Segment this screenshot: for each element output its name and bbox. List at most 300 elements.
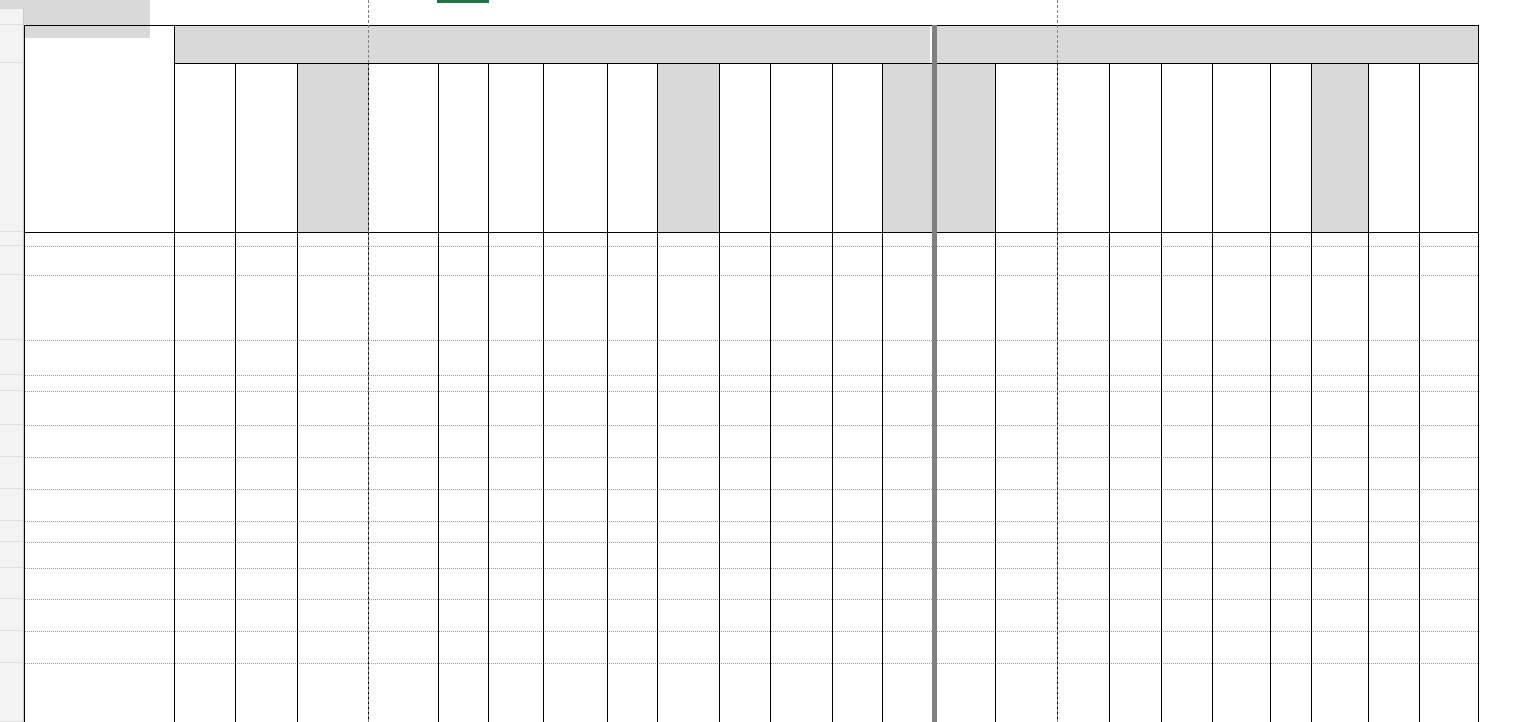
value-cell[interactable] (235, 631, 297, 663)
value-cell[interactable] (657, 599, 719, 631)
value-cell[interactable] (1161, 542, 1212, 568)
value-cell[interactable] (657, 521, 719, 542)
value-cell[interactable] (438, 425, 488, 457)
row-number[interactable] (0, 375, 24, 391)
value-cell[interactable] (882, 663, 936, 722)
value-cell[interactable] (832, 663, 882, 722)
column-header[interactable] (770, 63, 832, 232)
value-cell[interactable] (657, 391, 719, 425)
row-number[interactable] (0, 599, 24, 631)
value-cell[interactable] (543, 275, 607, 340)
value-cell[interactable] (1057, 631, 1109, 663)
value-cell[interactable] (995, 631, 1057, 663)
value-cell[interactable] (657, 275, 719, 340)
column-header[interactable] (368, 63, 438, 232)
value-cell[interactable] (297, 391, 368, 425)
value-cell[interactable] (882, 631, 936, 663)
value-cell[interactable] (770, 232, 832, 246)
value-cell[interactable] (1109, 340, 1161, 375)
value-cell[interactable] (368, 542, 438, 568)
position-cell[interactable] (24, 521, 174, 542)
value-cell[interactable] (770, 599, 832, 631)
value-cell[interactable] (882, 521, 936, 542)
value-cell[interactable] (719, 340, 770, 375)
value-cell[interactable] (719, 375, 770, 391)
value-cell[interactable] (1368, 232, 1419, 246)
position-cell[interactable] (24, 425, 174, 457)
value-cell[interactable] (174, 425, 235, 457)
column-header[interactable] (1057, 63, 1109, 232)
value-cell[interactable] (1161, 425, 1212, 457)
value-cell[interactable] (438, 631, 488, 663)
value-cell[interactable] (438, 232, 488, 246)
value-cell[interactable] (657, 568, 719, 599)
value-cell[interactable] (657, 246, 719, 275)
value-cell[interactable] (1270, 246, 1311, 275)
value-cell[interactable] (607, 457, 657, 489)
value-cell[interactable] (488, 457, 543, 489)
value-cell[interactable] (882, 375, 936, 391)
value-cell[interactable] (770, 246, 832, 275)
value-cell[interactable] (1419, 568, 1478, 599)
value-cell[interactable] (543, 631, 607, 663)
value-cell[interactable] (1161, 391, 1212, 425)
row-number[interactable] (0, 568, 24, 599)
value-cell[interactable] (235, 391, 297, 425)
value-cell[interactable] (657, 340, 719, 375)
value-cell[interactable] (438, 340, 488, 375)
value-cell[interactable] (607, 246, 657, 275)
column-header[interactable] (1161, 63, 1212, 232)
value-cell[interactable] (936, 246, 995, 275)
value-cell[interactable] (719, 542, 770, 568)
position-cell[interactable] (24, 457, 174, 489)
value-cell[interactable] (1161, 340, 1212, 375)
value-cell[interactable] (832, 246, 882, 275)
value-cell[interactable] (832, 232, 882, 246)
value-cell[interactable] (368, 599, 438, 631)
value-cell[interactable] (607, 599, 657, 631)
value-cell[interactable] (770, 663, 832, 722)
value-cell[interactable] (1368, 521, 1419, 542)
value-cell[interactable] (1419, 489, 1478, 521)
value-cell[interactable] (174, 391, 235, 425)
value-cell[interactable] (1109, 425, 1161, 457)
value-cell[interactable] (368, 391, 438, 425)
value-cell[interactable] (174, 375, 235, 391)
value-cell[interactable] (543, 521, 607, 542)
value-cell[interactable] (1270, 340, 1311, 375)
value-cell[interactable] (368, 425, 438, 457)
position-cell[interactable] (24, 275, 174, 340)
value-cell[interactable] (368, 568, 438, 599)
value-cell[interactable] (235, 232, 297, 246)
value-cell[interactable] (1057, 568, 1109, 599)
value-cell[interactable] (657, 663, 719, 722)
row-number[interactable] (0, 9, 24, 25)
value-cell[interactable] (607, 542, 657, 568)
value-cell[interactable] (488, 232, 543, 246)
value-cell[interactable] (1161, 375, 1212, 391)
value-cell[interactable] (936, 663, 995, 722)
value-cell[interactable] (297, 457, 368, 489)
value-cell[interactable] (235, 663, 297, 722)
value-cell[interactable] (1311, 521, 1368, 542)
value-cell[interactable] (1057, 663, 1109, 722)
value-cell[interactable] (438, 663, 488, 722)
value-cell[interactable] (235, 275, 297, 340)
value-cell[interactable] (882, 457, 936, 489)
value-cell[interactable] (719, 568, 770, 599)
position-cell[interactable] (24, 663, 174, 722)
column-header[interactable] (235, 63, 297, 232)
value-cell[interactable] (1212, 340, 1270, 375)
value-cell[interactable] (1212, 631, 1270, 663)
row-number[interactable] (0, 425, 24, 457)
value-cell[interactable] (1368, 340, 1419, 375)
value-cell[interactable] (1109, 599, 1161, 631)
value-cell[interactable] (882, 275, 936, 340)
row-number[interactable] (0, 521, 24, 542)
value-cell[interactable] (936, 425, 995, 457)
value-cell[interactable] (1419, 425, 1478, 457)
value-cell[interactable] (770, 489, 832, 521)
value-cell[interactable] (1109, 232, 1161, 246)
value-cell[interactable] (936, 232, 995, 246)
value-cell[interactable] (368, 521, 438, 542)
value-cell[interactable] (832, 521, 882, 542)
value-cell[interactable] (1368, 663, 1419, 722)
value-cell[interactable] (174, 521, 235, 542)
value-cell[interactable] (235, 568, 297, 599)
value-cell[interactable] (995, 232, 1057, 246)
value-cell[interactable] (1311, 489, 1368, 521)
value-cell[interactable] (488, 246, 543, 275)
value-cell[interactable] (1419, 375, 1478, 391)
value-cell[interactable] (995, 489, 1057, 521)
value-cell[interactable] (1311, 568, 1368, 599)
value-cell[interactable] (1057, 246, 1109, 275)
column-header[interactable] (297, 63, 368, 232)
value-cell[interactable] (657, 631, 719, 663)
value-cell[interactable] (607, 631, 657, 663)
value-cell[interactable] (174, 663, 235, 722)
value-cell[interactable] (1270, 391, 1311, 425)
position-cell[interactable] (24, 568, 174, 599)
value-cell[interactable] (607, 391, 657, 425)
value-cell[interactable] (770, 457, 832, 489)
value-cell[interactable] (1311, 542, 1368, 568)
column-header[interactable] (719, 63, 770, 232)
value-cell[interactable] (1270, 489, 1311, 521)
value-cell[interactable] (543, 599, 607, 631)
position-cell[interactable] (24, 375, 174, 391)
row-number[interactable] (0, 232, 24, 246)
value-cell[interactable] (1109, 457, 1161, 489)
value-cell[interactable] (438, 391, 488, 425)
value-cell[interactable] (607, 521, 657, 542)
value-cell[interactable] (1109, 542, 1161, 568)
value-cell[interactable] (488, 340, 543, 375)
value-cell[interactable] (1270, 275, 1311, 340)
value-cell[interactable] (1368, 489, 1419, 521)
value-cell[interactable] (719, 275, 770, 340)
value-cell[interactable] (832, 275, 882, 340)
value-cell[interactable] (488, 425, 543, 457)
value-cell[interactable] (1311, 599, 1368, 631)
value-cell[interactable] (543, 457, 607, 489)
value-cell[interactable] (174, 568, 235, 599)
value-cell[interactable] (1368, 246, 1419, 275)
value-cell[interactable] (1057, 391, 1109, 425)
row-number[interactable] (0, 631, 24, 663)
value-cell[interactable] (1057, 375, 1109, 391)
position-cell[interactable] (24, 489, 174, 521)
value-cell[interactable] (1109, 631, 1161, 663)
value-cell[interactable] (488, 275, 543, 340)
value-cell[interactable] (1161, 232, 1212, 246)
value-cell[interactable] (995, 568, 1057, 599)
value-cell[interactable] (719, 631, 770, 663)
value-cell[interactable] (1109, 663, 1161, 722)
value-cell[interactable] (488, 599, 543, 631)
value-cell[interactable] (1109, 489, 1161, 521)
value-cell[interactable] (1057, 275, 1109, 340)
value-cell[interactable] (1311, 375, 1368, 391)
value-cell[interactable] (882, 232, 936, 246)
value-cell[interactable] (543, 340, 607, 375)
value-cell[interactable] (174, 232, 235, 246)
value-cell[interactable] (995, 246, 1057, 275)
value-cell[interactable] (1419, 246, 1478, 275)
value-cell[interactable] (438, 375, 488, 391)
value-cell[interactable] (438, 568, 488, 599)
value-cell[interactable] (1419, 457, 1478, 489)
value-cell[interactable] (832, 340, 882, 375)
value-cell[interactable] (1270, 457, 1311, 489)
value-cell[interactable] (543, 568, 607, 599)
value-cell[interactable] (1057, 521, 1109, 542)
value-cell[interactable] (1109, 246, 1161, 275)
value-cell[interactable] (235, 521, 297, 542)
column-header[interactable] (24, 63, 174, 232)
value-cell[interactable] (368, 232, 438, 246)
value-cell[interactable] (1368, 375, 1419, 391)
value-cell[interactable] (543, 489, 607, 521)
value-cell[interactable] (297, 375, 368, 391)
value-cell[interactable] (1419, 599, 1478, 631)
value-cell[interactable] (438, 542, 488, 568)
value-cell[interactable] (1270, 232, 1311, 246)
value-cell[interactable] (438, 599, 488, 631)
value-cell[interactable] (488, 568, 543, 599)
value-cell[interactable] (607, 489, 657, 521)
value-cell[interactable] (488, 391, 543, 425)
value-cell[interactable] (1057, 232, 1109, 246)
value-cell[interactable] (1270, 542, 1311, 568)
value-cell[interactable] (770, 542, 832, 568)
column-header[interactable] (936, 63, 995, 232)
value-cell[interactable] (607, 340, 657, 375)
value-cell[interactable] (1057, 489, 1109, 521)
row-number[interactable] (0, 391, 24, 425)
column-header[interactable] (543, 63, 607, 232)
value-cell[interactable] (657, 375, 719, 391)
value-cell[interactable] (235, 457, 297, 489)
value-cell[interactable] (936, 375, 995, 391)
value-cell[interactable] (995, 521, 1057, 542)
value-cell[interactable] (297, 631, 368, 663)
column-header[interactable] (1368, 63, 1419, 232)
value-cell[interactable] (1311, 246, 1368, 275)
value-cell[interactable] (719, 457, 770, 489)
value-cell[interactable] (1212, 489, 1270, 521)
value-cell[interactable] (832, 391, 882, 425)
value-cell[interactable] (297, 599, 368, 631)
value-cell[interactable] (1270, 521, 1311, 542)
value-cell[interactable] (995, 542, 1057, 568)
value-cell[interactable] (832, 542, 882, 568)
column-header[interactable] (607, 63, 657, 232)
value-cell[interactable] (1161, 489, 1212, 521)
value-cell[interactable] (1368, 631, 1419, 663)
value-cell[interactable] (488, 489, 543, 521)
row-number[interactable] (0, 457, 24, 489)
value-cell[interactable] (368, 631, 438, 663)
value-cell[interactable] (1311, 275, 1368, 340)
value-cell[interactable] (235, 340, 297, 375)
value-cell[interactable] (1311, 340, 1368, 375)
value-cell[interactable] (235, 489, 297, 521)
value-cell[interactable] (1212, 599, 1270, 631)
value-cell[interactable] (719, 425, 770, 457)
value-cell[interactable] (1270, 599, 1311, 631)
column-header[interactable] (1419, 63, 1478, 232)
value-cell[interactable] (368, 375, 438, 391)
row-number[interactable] (0, 246, 24, 275)
value-cell[interactable] (719, 391, 770, 425)
value-cell[interactable] (297, 232, 368, 246)
position-cell[interactable] (24, 246, 174, 275)
value-cell[interactable] (1419, 340, 1478, 375)
value-cell[interactable] (1057, 425, 1109, 457)
value-cell[interactable] (1368, 542, 1419, 568)
row-number[interactable] (0, 542, 24, 568)
value-cell[interactable] (1161, 457, 1212, 489)
position-cell[interactable] (24, 631, 174, 663)
value-cell[interactable] (719, 489, 770, 521)
value-cell[interactable] (1311, 425, 1368, 457)
value-cell[interactable] (770, 521, 832, 542)
value-cell[interactable] (1270, 663, 1311, 722)
value-cell[interactable] (543, 375, 607, 391)
value-cell[interactable] (832, 375, 882, 391)
column-header[interactable] (1311, 63, 1368, 232)
value-cell[interactable] (1311, 457, 1368, 489)
value-cell[interactable] (719, 521, 770, 542)
value-cell[interactable] (1212, 232, 1270, 246)
column-header[interactable] (657, 63, 719, 232)
value-cell[interactable] (995, 457, 1057, 489)
row-number[interactable] (0, 63, 24, 232)
value-cell[interactable] (882, 246, 936, 275)
value-cell[interactable] (1109, 375, 1161, 391)
value-cell[interactable] (1109, 568, 1161, 599)
value-cell[interactable] (488, 542, 543, 568)
column-header[interactable] (488, 63, 543, 232)
value-cell[interactable] (1311, 663, 1368, 722)
value-cell[interactable] (235, 425, 297, 457)
value-cell[interactable] (719, 232, 770, 246)
value-cell[interactable] (832, 489, 882, 521)
value-cell[interactable] (543, 246, 607, 275)
value-cell[interactable] (1212, 275, 1270, 340)
value-cell[interactable] (543, 391, 607, 425)
value-cell[interactable] (1419, 391, 1478, 425)
value-cell[interactable] (438, 275, 488, 340)
value-cell[interactable] (936, 275, 995, 340)
position-cell[interactable] (24, 542, 174, 568)
value-cell[interactable] (174, 631, 235, 663)
value-cell[interactable] (1212, 425, 1270, 457)
value-cell[interactable] (1161, 631, 1212, 663)
value-cell[interactable] (607, 663, 657, 722)
value-cell[interactable] (297, 568, 368, 599)
value-cell[interactable] (1212, 542, 1270, 568)
value-cell[interactable] (882, 489, 936, 521)
value-cell[interactable] (1419, 521, 1478, 542)
value-cell[interactable] (1109, 275, 1161, 340)
value-cell[interactable] (936, 457, 995, 489)
value-cell[interactable] (607, 568, 657, 599)
value-cell[interactable] (368, 663, 438, 722)
column-header[interactable] (832, 63, 882, 232)
row-number[interactable] (0, 25, 24, 63)
value-cell[interactable] (1057, 457, 1109, 489)
value-cell[interactable] (488, 521, 543, 542)
value-cell[interactable] (995, 663, 1057, 722)
position-cell[interactable] (24, 232, 174, 246)
column-header[interactable] (1270, 63, 1311, 232)
value-cell[interactable] (368, 489, 438, 521)
value-cell[interactable] (1109, 521, 1161, 542)
value-cell[interactable] (936, 599, 995, 631)
value-cell[interactable] (995, 275, 1057, 340)
value-cell[interactable] (297, 340, 368, 375)
value-cell[interactable] (936, 631, 995, 663)
value-cell[interactable] (832, 599, 882, 631)
value-cell[interactable] (770, 425, 832, 457)
value-cell[interactable] (438, 246, 488, 275)
value-cell[interactable] (995, 599, 1057, 631)
value-cell[interactable] (543, 663, 607, 722)
value-cell[interactable] (368, 457, 438, 489)
value-cell[interactable] (235, 246, 297, 275)
value-cell[interactable] (936, 542, 995, 568)
value-cell[interactable] (1419, 542, 1478, 568)
value-cell[interactable] (174, 542, 235, 568)
value-cell[interactable] (1419, 232, 1478, 246)
value-cell[interactable] (1311, 631, 1368, 663)
value-cell[interactable] (607, 375, 657, 391)
value-cell[interactable] (1368, 391, 1419, 425)
row-number[interactable] (0, 489, 24, 521)
value-cell[interactable] (832, 457, 882, 489)
value-cell[interactable] (1212, 375, 1270, 391)
value-cell[interactable] (1161, 599, 1212, 631)
value-cell[interactable] (1270, 631, 1311, 663)
value-cell[interactable] (438, 489, 488, 521)
